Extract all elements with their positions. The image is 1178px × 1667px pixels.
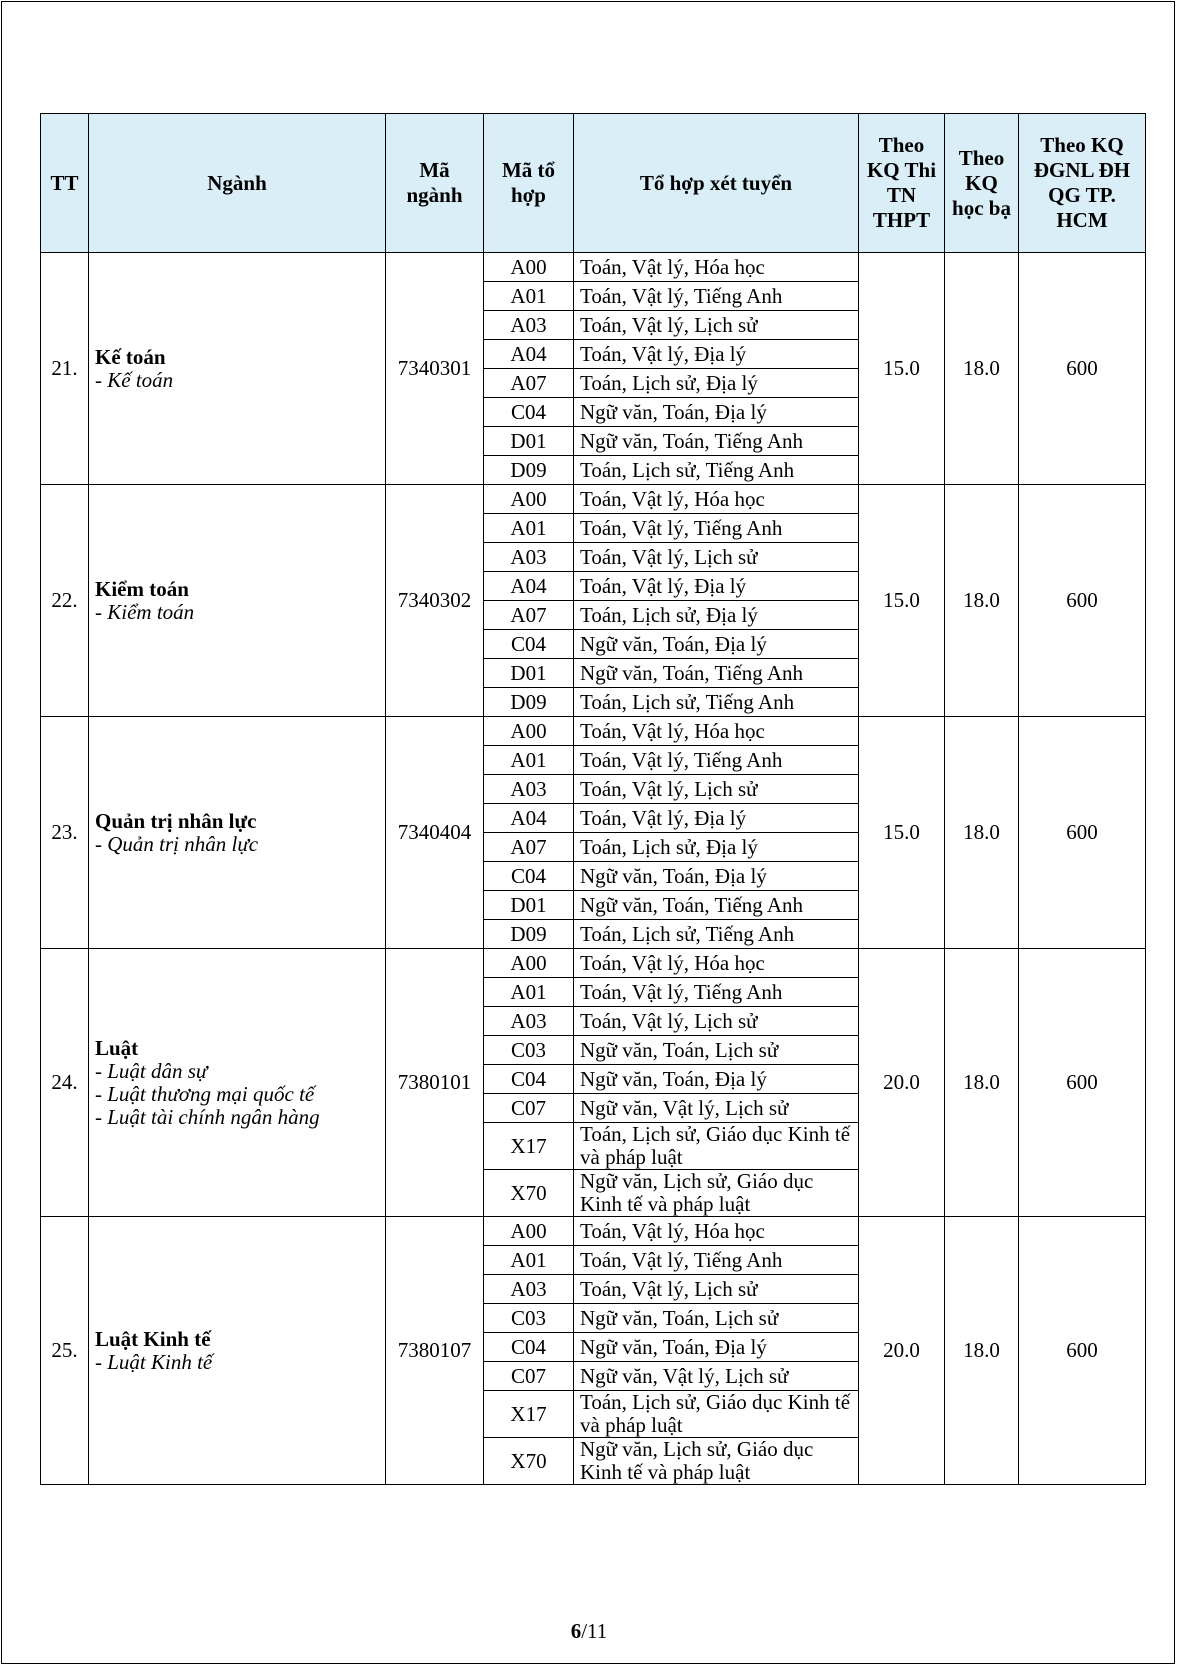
combo-code: X70 [484, 1170, 574, 1217]
combo-code: A04 [484, 340, 574, 369]
combo-subjects: Toán, Vật lý, Tiếng Anh [574, 1246, 859, 1275]
combo-code: A00 [484, 949, 574, 978]
combo-subjects: Ngữ văn, Vật lý, Lịch sử [574, 1362, 859, 1391]
major-code: 7340302 [386, 485, 484, 717]
combo-code: A03 [484, 1007, 574, 1036]
table-header-row [41, 114, 1146, 253]
score-dgnl: 600 [1019, 1217, 1146, 1485]
specialization: - Quản trị nhân lực [95, 831, 259, 856]
document-page [1, 1, 1175, 1664]
combo-subjects: Ngữ văn, Toán, Lịch sử [574, 1304, 859, 1333]
major-code: 7380101 [386, 949, 484, 1217]
header-hoc-ba: Theo KQ học bạ [945, 114, 1019, 253]
combo-subjects: Ngữ văn, Toán, Địa lý [574, 1333, 859, 1362]
combo-code: X70 [484, 1438, 574, 1485]
combo-subjects: Toán, Lịch sử, Giáo dục Kinh tế và pháp luật [574, 1123, 859, 1170]
combo-code: A01 [484, 514, 574, 543]
combo-code: C04 [484, 630, 574, 659]
combo-code: A03 [484, 311, 574, 340]
header-to-hop: Tổ hợp xét tuyển [574, 114, 859, 253]
header-nganh: Ngành [89, 114, 386, 253]
admissions-table [40, 113, 1146, 1485]
combo-code: D01 [484, 891, 574, 920]
combo-subjects: Toán, Vật lý, Lịch sử [574, 311, 859, 340]
combo-subjects: Toán, Vật lý, Hóa học [574, 717, 859, 746]
specialization: - Luật dân sự [95, 1058, 208, 1083]
combo-code: A00 [484, 1217, 574, 1246]
combo-subjects: Toán, Vật lý, Tiếng Anh [574, 978, 859, 1007]
combo-subjects: Ngữ văn, Toán, Lịch sử [574, 1036, 859, 1065]
combo-subjects: Toán, Vật lý, Hóa học [574, 949, 859, 978]
major-code: 7380107 [386, 1217, 484, 1485]
combo-code: A01 [484, 746, 574, 775]
score-thpt: 15.0 [859, 485, 945, 717]
specialization: - Kiểm toán [95, 599, 195, 624]
header-tt: TT [41, 114, 89, 253]
header-thpt: Theo KQ Thi TN THPT [859, 114, 945, 253]
row-number: 21. [41, 253, 89, 485]
combo-code: D01 [484, 659, 574, 688]
combo-subjects: Ngữ văn, Lịch sử, Giáo dục Kinh tế và pháp luật [574, 1170, 859, 1217]
major-code: 7340301 [386, 253, 484, 485]
combo-code: C04 [484, 1333, 574, 1362]
combo-code: C03 [484, 1036, 574, 1065]
combo-subjects: Ngữ văn, Toán, Địa lý [574, 1065, 859, 1094]
combo-code: C07 [484, 1362, 574, 1391]
combo-code: C04 [484, 1065, 574, 1094]
combo-code: C04 [484, 862, 574, 891]
combo-subjects: Ngữ văn, Vật lý, Lịch sử [574, 1094, 859, 1123]
score-dgnl: 600 [1019, 253, 1146, 485]
combo-subjects: Toán, Lịch sử, Địa lý [574, 601, 859, 630]
current-page: 6 [570, 1619, 582, 1643]
combo-subjects: Ngữ văn, Toán, Địa lý [574, 398, 859, 427]
table-row [41, 949, 1146, 978]
combo-subjects: Toán, Vật lý, Tiếng Anh [574, 514, 859, 543]
score-hoc-ba: 18.0 [945, 485, 1019, 717]
score-hoc-ba: 18.0 [945, 1217, 1019, 1485]
row-number: 22. [41, 485, 89, 717]
major-cell [89, 485, 386, 717]
specialization: - Luật thương mại quốc tế [95, 1081, 315, 1106]
score-hoc-ba: 18.0 [945, 253, 1019, 485]
table-row [41, 253, 1146, 282]
major-name: Luật [95, 1035, 139, 1060]
combo-code: D01 [484, 427, 574, 456]
combo-subjects: Toán, Vật lý, Lịch sử [574, 1007, 859, 1036]
major-cell [89, 1217, 386, 1485]
combo-subjects: Toán, Vật lý, Địa lý [574, 572, 859, 601]
major-cell [89, 717, 386, 949]
combo-subjects: Ngữ văn, Toán, Tiếng Anh [574, 427, 859, 456]
combo-subjects: Toán, Vật lý, Tiếng Anh [574, 282, 859, 311]
combo-code: A03 [484, 1275, 574, 1304]
combo-subjects: Toán, Lịch sử, Địa lý [574, 833, 859, 862]
combo-code: C07 [484, 1094, 574, 1123]
score-dgnl: 600 [1019, 717, 1146, 949]
specialization: - Luật tài chính ngân hàng [95, 1104, 320, 1129]
combo-code: X17 [484, 1391, 574, 1438]
combo-code: X17 [484, 1123, 574, 1170]
major-name: Kế toán [95, 344, 166, 369]
combo-code: A07 [484, 369, 574, 398]
combo-subjects: Toán, Lịch sử, Tiếng Anh [574, 920, 859, 949]
table-row [41, 1217, 1146, 1246]
header-ma-nganh: Mã ngành [386, 114, 484, 253]
combo-subjects: Ngữ văn, Toán, Địa lý [574, 862, 859, 891]
page-number [2, 1619, 1176, 1644]
combo-code: D09 [484, 688, 574, 717]
combo-subjects: Toán, Lịch sử, Tiếng Anh [574, 456, 859, 485]
combo-code: C04 [484, 398, 574, 427]
combo-code: A01 [484, 282, 574, 311]
score-thpt: 20.0 [859, 1217, 945, 1485]
score-dgnl: 600 [1019, 949, 1146, 1217]
combo-subjects: Toán, Vật lý, Hóa học [574, 1217, 859, 1246]
score-hoc-ba: 18.0 [945, 949, 1019, 1217]
combo-subjects: Toán, Vật lý, Tiếng Anh [574, 746, 859, 775]
major-name: Kiểm toán [95, 576, 189, 601]
score-thpt: 20.0 [859, 949, 945, 1217]
combo-code: D09 [484, 920, 574, 949]
combo-subjects: Toán, Lịch sử, Tiếng Anh [574, 688, 859, 717]
combo-subjects: Toán, Vật lý, Hóa học [574, 485, 859, 514]
combo-code: A00 [484, 253, 574, 282]
combo-code: D09 [484, 456, 574, 485]
table-body [41, 253, 1146, 1485]
combo-subjects: Toán, Vật lý, Lịch sử [574, 1275, 859, 1304]
score-thpt: 15.0 [859, 253, 945, 485]
header-ma-to-hop: Mã tổ hợp [484, 114, 574, 253]
combo-code: A07 [484, 601, 574, 630]
major-cell [89, 949, 386, 1217]
major-name: Quản trị nhân lực [95, 808, 257, 833]
combo-code: A00 [484, 485, 574, 514]
specialization: - Kế toán [95, 367, 174, 392]
combo-code: A04 [484, 572, 574, 601]
header-dgnl: Theo KQ ĐGNL ĐH QG TP. HCM [1019, 114, 1146, 253]
combo-code: A00 [484, 717, 574, 746]
row-number: 24. [41, 949, 89, 1217]
combo-code: A04 [484, 804, 574, 833]
combo-subjects: Ngữ văn, Toán, Tiếng Anh [574, 891, 859, 920]
combo-code: A03 [484, 543, 574, 572]
combo-subjects: Toán, Lịch sử, Địa lý [574, 369, 859, 398]
combo-code: A07 [484, 833, 574, 862]
row-number: 25. [41, 1217, 89, 1485]
major-name: Luật Kinh tế [95, 1326, 211, 1351]
combo-subjects: Toán, Vật lý, Địa lý [574, 340, 859, 369]
score-thpt: 15.0 [859, 717, 945, 949]
table-row [41, 485, 1146, 514]
combo-subjects: Toán, Vật lý, Lịch sử [574, 543, 859, 572]
combo-code: C03 [484, 1304, 574, 1333]
combo-code: A01 [484, 978, 574, 1007]
combo-subjects: Toán, Vật lý, Lịch sử [574, 775, 859, 804]
row-number: 23. [41, 717, 89, 949]
combo-subjects: Ngữ văn, Toán, Tiếng Anh [574, 659, 859, 688]
combo-subjects: Toán, Lịch sử, Giáo dục Kinh tế và pháp luật [574, 1391, 859, 1438]
combo-subjects: Ngữ văn, Toán, Địa lý [574, 630, 859, 659]
combo-code: A03 [484, 775, 574, 804]
total-pages: /11 [581, 1619, 608, 1643]
combo-subjects: Toán, Vật lý, Hóa học [574, 253, 859, 282]
combo-subjects: Ngữ văn, Lịch sử, Giáo dục Kinh tế và pháp luật [574, 1438, 859, 1485]
table-row [41, 717, 1146, 746]
combo-subjects: Toán, Vật lý, Địa lý [574, 804, 859, 833]
major-code: 7340404 [386, 717, 484, 949]
combo-code: A01 [484, 1246, 574, 1275]
score-hoc-ba: 18.0 [945, 717, 1019, 949]
score-dgnl: 600 [1019, 485, 1146, 717]
major-cell [89, 253, 386, 485]
specialization: - Luật Kinh tế [95, 1349, 213, 1374]
